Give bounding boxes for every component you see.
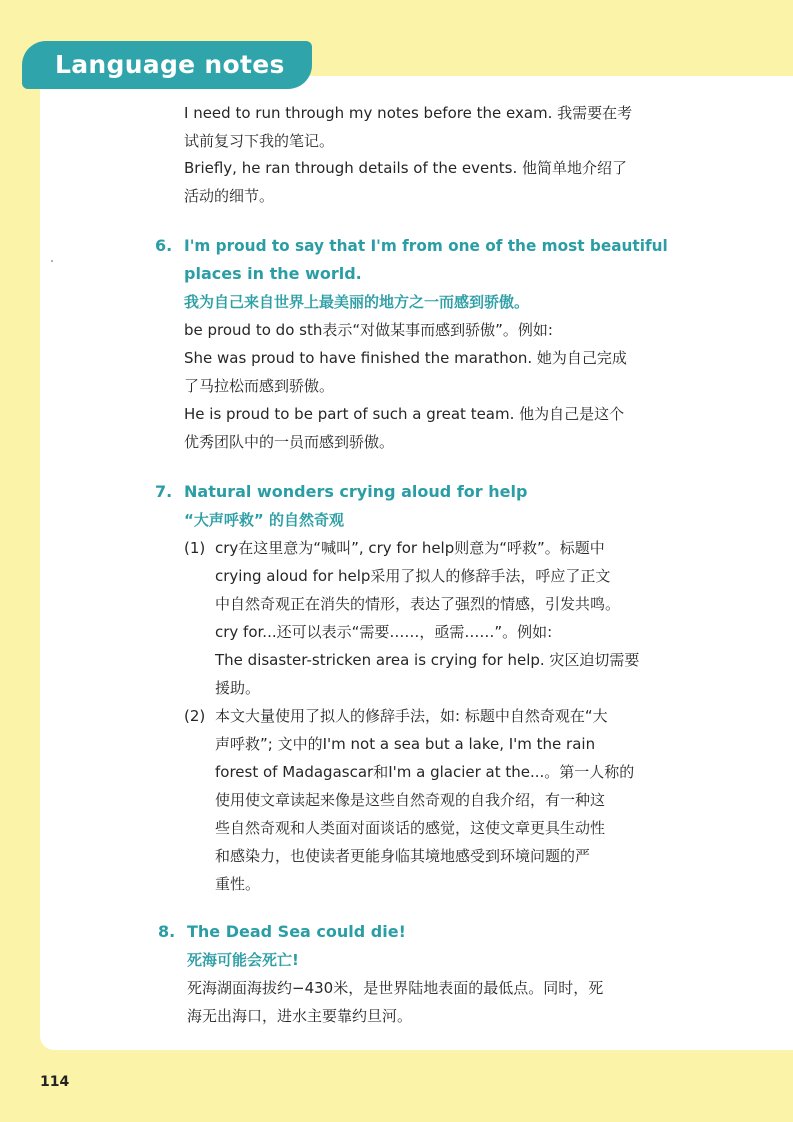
intro-line: 试前复习下我的笔记。 [184,132,335,150]
item-line: forest of Madagascar和I'm a glacier at the...。第一人称的 [215,763,635,781]
note-body-line: She was proud to have finished the marathon. 她为自己完成 [184,349,627,367]
item-line: 使用使文章读起来像是这些自然奇观的自我介绍，有一种这 [215,791,606,809]
item-label: (1) [184,539,206,557]
stray-mark [51,260,53,262]
intro-line: Briefly, he ran through details of the events. 他简单地介绍了 [184,159,627,177]
note-body-line: be proud to do sth表示“对做某事而感到骄傲”。例如: [184,321,553,339]
intro-line: I need to run through my notes before the exam. 我需要在考 [184,104,633,122]
note-body-line: 优秀团队中的一员而感到骄傲。 [184,433,395,451]
item-line: 本文大量使用了拟人的修辞手法，如: 标题中自然奇观在“大 [215,707,608,725]
item-line: cry在这里意为“喊叫”, cry for help则意为“呼救”。标题中 [215,539,605,557]
note-body-line: 死海湖面海拔约−430米，是世界陆地表面的最低点。同时，死 [187,979,604,997]
item-line: 声呼救”; 文中的I'm not a sea but a lake, I'm the rain [215,735,596,753]
page-number: 114 [40,1074,70,1090]
section-title: Language notes [22,41,312,89]
note-title: places in the world. [184,264,362,283]
item-line: 援助。 [215,679,261,697]
item-line: crying aloud for help采用了拟人的修辞手法，呼应了正文 [215,567,611,585]
note-number: 6. [155,236,173,255]
note-title: I'm proud to say that I'm from one of the most beautiful [184,236,668,255]
item-line: 和感染力，也使读者更能身临其境地感受到环境问题的严 [215,847,591,865]
note-title: The Dead Sea could die! [187,922,406,941]
intro-line: 活动的细节。 [184,187,275,205]
note-number: 8. [158,922,176,941]
item-line: 中自然奇观正在消失的情形，表达了强烈的情感，引发共鸣。 [215,595,621,613]
note-number: 7. [155,482,173,501]
note-subtitle: 我为自己来自世界上最美丽的地方之一而感到骄傲。 [184,293,530,311]
note-body-line: He is proud to be part of such a great team. 他为自己是这个 [184,405,625,423]
item-line: 重性。 [215,875,261,893]
note-body-line: 了马拉松而感到骄傲。 [184,377,335,395]
item-line: cry for...还可以表示“需要……，亟需……”。例如: [215,623,553,641]
note-title: Natural wonders crying aloud for help [184,482,528,501]
content-panel [40,76,793,1050]
note-body-line: 海无出海口，进水主要靠约旦河。 [187,1007,413,1025]
item-label: (2) [184,707,206,725]
note-subtitle: 死海可能会死亡! [187,951,299,969]
item-line: 些自然奇观和人类面对面谈话的感觉，这使文章更具生动性 [215,819,606,837]
note-subtitle: “大声呼救” 的自然奇观 [184,511,344,529]
item-line: The disaster-stricken area is crying for help. 灾区迫切需要 [215,651,640,669]
